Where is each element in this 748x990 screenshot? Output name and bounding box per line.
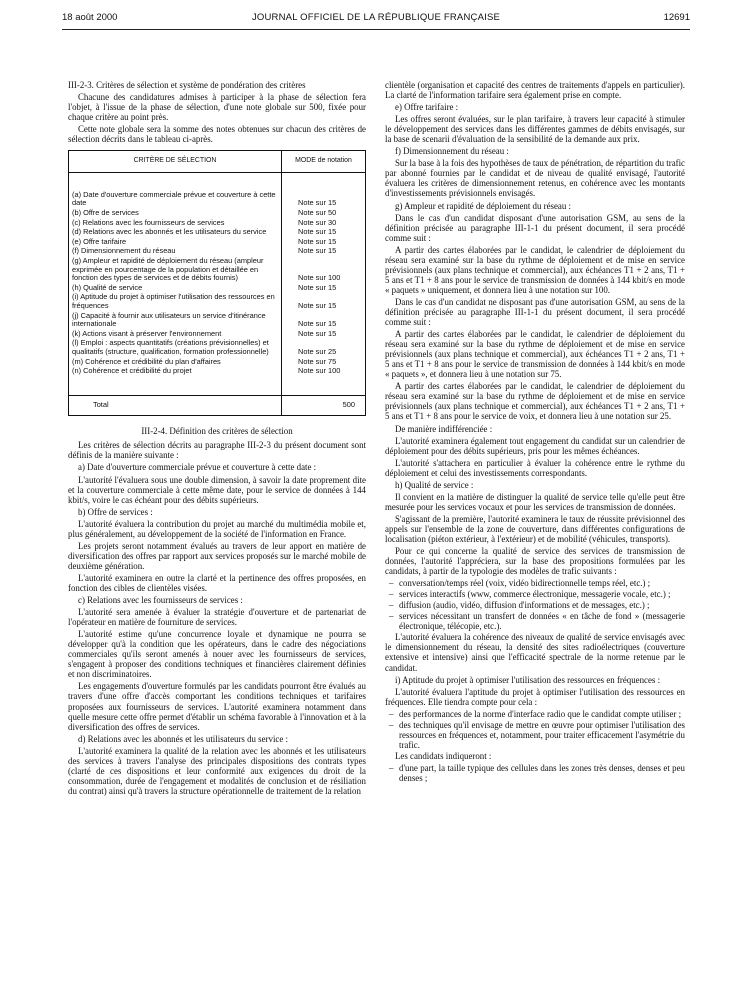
criterion-note: Note sur 15 [282, 238, 366, 248]
table-total-row [69, 395, 366, 416]
table-row [69, 191, 366, 209]
subsection-title: i) Aptitude du projet à optimiser l'utilisation des ressources en fréquences : [395, 674, 661, 685]
criterion-note: Note sur 15 [282, 293, 366, 311]
paragraph: Sur la base à la fois des hypothèses de taux de pénétration, de répartition du trafic par abonné fournies par le candidat et de niveau de qualité envisagé, l'autorité évaluera les critères de dimensionnement retenus, en cohérence avec les montants d'investissements prévisionnels envisagés. [385, 158, 685, 199]
paragraph: Chacune des candidatures admises à participer à la phase de sélection fera l'objet, à l'issue de la phase de sélection, d'une note globale sur 500, fixée pour chaque critère au point près. [68, 92, 366, 123]
paragraph: Pour ce qui concerne la qualité de service des services de transmission de données, l'autorité l'appréciera, sur la base des propositions formulées par les candidats, à partir de la typologie des modèles de trafic suivants : [385, 546, 685, 577]
criterion-label: (m) Cohérence et crédibilité du plan d'affaires [69, 358, 282, 368]
subsection-title: e) Offre tarifaire : [395, 102, 459, 113]
subsection-title: b) Offre de services : [78, 506, 153, 517]
subsection-title: d) Relations avec les abonnés et les utilisateurs du service : [78, 733, 288, 744]
section-title: III-2-3. Critères de sélection et système de pondération des critères [68, 80, 306, 90]
criterion-label: (a) Date d'ouverture commerciale prévue et couverture à cette date [69, 191, 282, 209]
header-date: 18 août 2000 [62, 12, 118, 23]
right-column [385, 80, 685, 784]
paragraph: L'autorité examinera également tout engagement du candidat sur un calendrier de déploiement pour des débits supérieurs, pris pour les mêmes échéances. [385, 435, 685, 456]
criteria-table-body [69, 172, 366, 415]
table-row [69, 257, 366, 284]
subsection-title: g) Ampleur et rapidité de déploiement du réseau : [395, 200, 571, 211]
paragraph: Il convient en la matière de distinguer la qualité de service telle qu'elle peut être mesurée pour les services vocaux et pour les services de transmission de données. [385, 491, 685, 512]
table-row [69, 312, 366, 330]
paragraph: L'autorité estime qu'une concurrence loyale et dynamique ne pourra se développer qu'à la condition que les opérateurs, dans le cadre des négociations commerciales qu'ils seront amenés à nouer avec les fournisseurs de services, s'engagent à proposer des conditions techniques et financières clairement définies et non discriminatoires. [68, 629, 366, 680]
criterion-note: Note sur 100 [282, 257, 366, 284]
list-item: – services nécessitant un transfert de données « en tâche de fond » (messagerie électronique, télécopie, etc.). [385, 611, 685, 631]
criterion-note: Note sur 25 [282, 339, 366, 357]
criterion-note: Note sur 100 [282, 367, 366, 377]
criterion-note: Note sur 75 [282, 358, 366, 368]
paragraph: Les critères de sélection décrits au paragraphe III-2-3 du présent document sont définis de la manière suivante : [68, 440, 366, 461]
paragraph: L'autorité l'évaluera sous une double dimension, à savoir la date proprement dite et la couverture commerciale à cette même date, pour le service de données à 144 kbit/s, voire le cas échéant pour des débits supérieurs. [68, 474, 366, 505]
paragraph: A partir des cartes élaborées par le candidat, le calendrier de déploiement du réseau sera examiné sur la base du rythme de déploiement et de mise en service prévisionnels (aux plans technique et commercial), aux échéances T1 + 2 ans, T1 + 5 ans et T1 + 8 ans pour le service de transmission de données à 144 kbit/s en mode « paquets », et donnera lieu à une notation sur 75. [385, 329, 685, 380]
subsection-title: a) Date d'ouverture commerciale prévue et couverture à cette date : [78, 462, 317, 473]
section-title: III-2-4. Définition des critères de sélection [141, 426, 293, 437]
criterion-label: (g) Ampleur et rapidité de déploiement du réseau (ampleur exprimée en pourcentage de la population et détaillée en fonction des types de services et de débits fournis) [69, 257, 282, 284]
criterion-label: (j) Capacité à fournir aux utilisateurs un service d'itinérance internationale [69, 312, 282, 330]
criterion-label: (h) Qualité de service [69, 284, 282, 294]
list-item: – services interactifs (www, commerce électronique, messagerie vocale, etc.) ; [385, 589, 685, 599]
criterion-note: Note sur 15 [282, 284, 366, 294]
paragraph: Les projets seront notamment évalués au travers de leur apport en matière de diversification des offres par rapport aux services proposés sur le marché mobile de deuxième génération. [68, 540, 366, 571]
table-header-criteria: CRITÈRE DE SÉLECTION [69, 151, 282, 173]
criterion-note: Note sur 15 [282, 247, 366, 257]
paragraph: Les engagements d'ouverture formulés par les candidats pourront être évalués au travers d'une offre d'accès comportant les conditions techniques et tarifaires proposées aux fournisseurs de services. L'autorité examinera notamment dans quelle mesure cette offre permet d'établir un schéma favorable à l'innovation et à la diversification des offres de services. [68, 681, 366, 732]
table-row [69, 293, 366, 311]
paragraph: L'autorité s'attachera en particulier à évaluer la cohérence entre le rythme du déploiement et celui des investissements correspondants. [385, 457, 685, 478]
subsection-title: c) Relations avec les fournisseurs de services : [78, 595, 243, 606]
header-rule [62, 29, 690, 30]
page-header [62, 12, 690, 26]
total-label: Total [69, 395, 282, 416]
paragraph: Les candidats indiqueront : [395, 750, 492, 761]
criterion-label: (i) Aptitude du projet à optimiser l'utilisation des ressources en fréquences [69, 293, 282, 311]
criterion-label: (l) Emploi : aspects quantitatifs (créations prévisionnelles) et qualitatifs (structure, qualification, formation professionnelle) [69, 339, 282, 357]
table-row [69, 339, 366, 357]
left-column [68, 80, 366, 798]
paragraph: De manière indifférenciée : [395, 423, 493, 434]
header-journal-title: JOURNAL OFFICIEL DE LA RÉPUBLIQUE FRANÇAISE [251, 12, 501, 23]
list-item: – des performances de la norme d'interface radio que le candidat compte utiliser ; [385, 709, 685, 719]
list-item: – d'une part, la taille typique des cellules dans les zones très denses, denses et peu denses ; [385, 763, 685, 783]
paragraph: L'autorité sera amenée à évaluer la stratégie d'ouverture et de partenariat de l'opérateur en matière de fourniture de services. [68, 607, 366, 628]
criterion-label: (c) Relations avec les fournisseurs de services [69, 219, 282, 229]
table-header-mode: MODE de notation [282, 151, 366, 173]
table-row [69, 367, 366, 377]
criterion-label: (e) Offre tarifaire [69, 238, 282, 248]
paragraph: L'autorité examinera en outre la clarté et la pertinence des offres proposées, en fonction des cibles de clientèles visées. [68, 572, 366, 593]
list-item: – diffusion (audio, vidéo, diffusion d'informations et de messages, etc.) ; [385, 600, 685, 610]
criterion-note: Note sur 30 [282, 219, 366, 229]
criteria-table [68, 150, 366, 416]
paragraph: Dans le cas d'un candidat ne disposant pas d'une autorisation GSM, au sens de la définition précisée au paragraphe III-1-1 du présent document, il sera procédé comme suit : [385, 296, 685, 328]
subsection-title: f) Dimensionnement du réseau : [395, 146, 509, 157]
total-value: 500 [282, 395, 366, 416]
paragraph: A partir des cartes élaborées par le candidat, le calendrier de déploiement du réseau sera examiné sur la base du rythme de déploiement et de mise en service prévisionnels (aux plans technique et commercial), aux échéances T1 + 2 ans, T1 + 5 ans et T1 + 8 ans pour le service de voix, et donnera lieu à une notation sur 25. [385, 381, 685, 422]
criterion-note: Note sur 50 [282, 209, 366, 219]
paragraph: S'agissant de la première, l'autorité examinera le taux de réussite prévisionnel des appels sur l'ensemble de la zone de couverture, dans différentes configurations de localisation (piéton extérieur, à l'extérieur) et de mobilité (véhicules, transports). [385, 513, 685, 544]
list-item: – conversation/temps réel (voix, vidéo bidirectionnelle temps réel, etc.) ; [385, 578, 685, 588]
criterion-label: (b) Offre de services [69, 209, 282, 219]
subsection-title: h) Qualité de service : [395, 479, 474, 490]
paragraph-continued: clientèle (organisation et capacité des centres de traitements d'appels en particulier). La clarté de l'information tarifaire sera également prise en compte. [385, 80, 685, 101]
paragraph: Les offres seront évaluées, sur le plan tarifaire, à travers leur capacité à stimuler le développement des services dans les différentes gammes de débits envisagés, sur la base de scenarii d'évaluation de la sensibilité de la demande aux prix. [385, 114, 685, 145]
criterion-note: Note sur 15 [282, 330, 366, 340]
criterion-label: (n) Cohérence et crédibilité du projet [69, 367, 282, 377]
paragraph: Cette note globale sera la somme des notes obtenues sur chacun des critères de sélection décrits dans le tableau ci-après. [68, 124, 366, 145]
criterion-note: Note sur 15 [282, 228, 366, 238]
header-page-number: 12691 [663, 12, 690, 23]
criterion-label: (k) Actions visant à préserver l'environnement [69, 330, 282, 340]
paragraph: Dans le cas d'un candidat disposant d'une autorisation GSM, au sens de la définition précisée au paragraphe III-1-1 du présent document, il sera procédé comme suit : [385, 212, 685, 243]
paragraph: A partir des cartes élaborées par le candidat, le calendrier de déploiement du réseau sera examiné sur la base du rythme de déploiement et de mise en service prévisionnels (aux plans technique et commercial), aux échéances T1 + 2 ans, T1 + 5 ans et T1 + 8 ans pour le service de transmission de données à 144 kbit/s en mode « paquets » uniquement, et donnera lieu à une notation sur 100. [385, 244, 685, 295]
paragraph: L'autorité examinera la qualité de la relation avec les abonnés et les utilisateurs des services à travers l'analyse des principales dispositions des contrats types (clarté de ces dispositions et leur conformité aux exigences du droit de la consommation, durée de l'engagement et modalités de conclusion et de résiliation du contrat) ainsi qu'à travers la structure opérationnelle de traitement de la relation [68, 745, 366, 796]
criterion-note: Note sur 15 [282, 312, 366, 330]
list-item: – des techniques qu'il envisage de mettre en œuvre pour optimiser l'utilisation des ressources en fréquences et, notamment, pour traiter efficacement l'asymétrie du trafic. [385, 720, 685, 750]
criterion-label: (f) Dimensionnement du réseau [69, 247, 282, 257]
paragraph: L'autorité évaluera la contribution du projet au marché du multimédia mobile et, plus généralement, au développement de la société de l'information en France. [68, 518, 366, 539]
paragraph: L'autorité évaluera la cohérence des niveaux de qualité de service envisagés avec le dimensionnement du réseau, la densité des sites radioélectriques (couverture extensive et intensive) ainsi que l'efficacité spectrale de la norme retenue par le candidat. [385, 632, 685, 673]
criterion-label: (d) Relations avec les abonnés et les utilisateurs du service [69, 228, 282, 238]
criterion-note: Note sur 15 [282, 191, 366, 209]
paragraph: L'autorité évaluera l'aptitude du projet à optimiser l'utilisation des ressources en fréquences. Elle tiendra compte pour cela : [385, 686, 685, 707]
